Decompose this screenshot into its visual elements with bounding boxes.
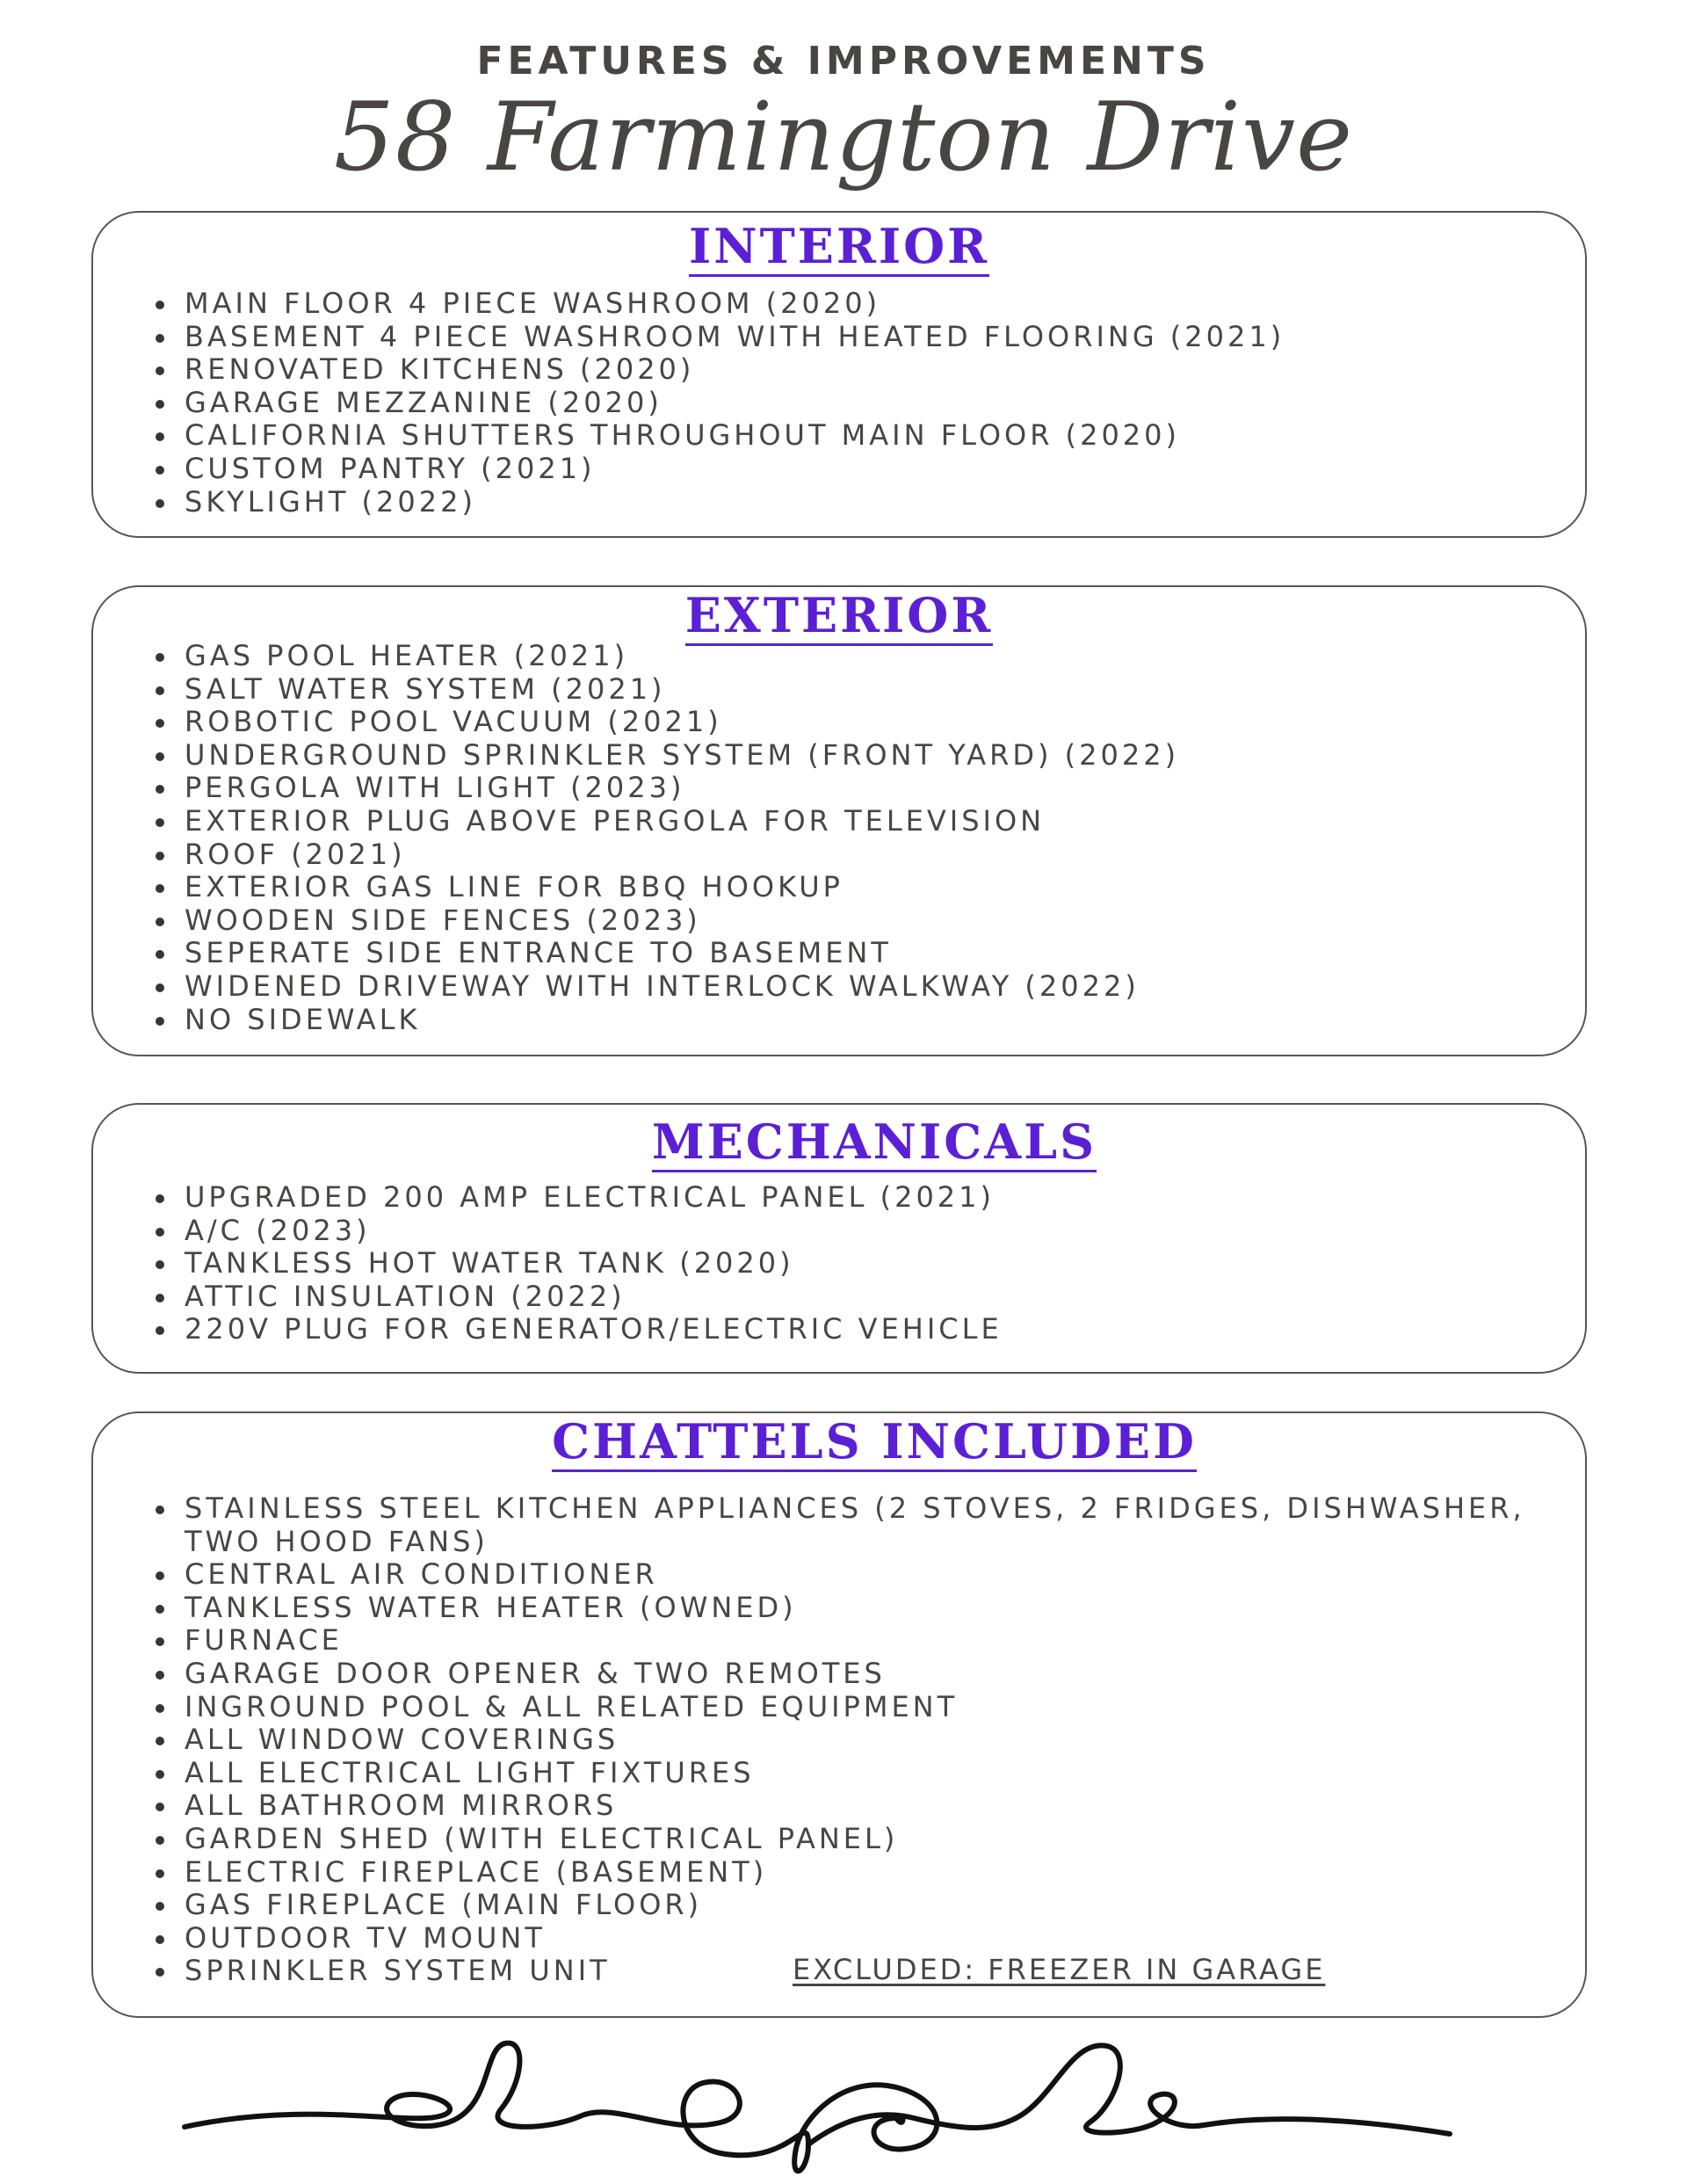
- excluded-note: EXCLUDED: FREEZER IN GARAGE: [793, 1953, 1326, 1986]
- list-item: SALT WATER SYSTEM (2021): [185, 673, 1179, 707]
- mechanicals-list: [146, 1181, 1003, 1346]
- list-item: ALL ELECTRICAL LIGHT FIXTURES: [185, 1757, 1525, 1790]
- list-item: ROBOTIC POOL VACUUM (2021): [185, 706, 1179, 739]
- list-item: ELECTRIC FIREPLACE (BASEMENT): [185, 1856, 1525, 1890]
- list-item: INGROUND POOL & ALL RELATED EQUIPMENT: [185, 1691, 1525, 1724]
- list-item: FURNACE: [185, 1624, 1525, 1658]
- list-item: SKYLIGHT (2022): [185, 486, 1285, 519]
- page-title: 58 Farmington Drive: [333, 83, 1353, 192]
- list-item: EXTERIOR PLUG ABOVE PERGOLA FOR TELEVISION: [185, 805, 1179, 838]
- list-item: CUSTOM PANTRY (2021): [185, 453, 1285, 486]
- list-item: BASEMENT 4 PIECE WASHROOM WITH HEATED FLOORING (2021): [185, 319, 1285, 353]
- chattels-list: [146, 1492, 1525, 1988]
- list-item: OUTDOOR TV MOUNT: [185, 1922, 1525, 1955]
- interior-list: [146, 287, 1285, 519]
- list-item: WOODEN SIDE FENCES (2023): [185, 904, 1179, 938]
- list-item: PERGOLA WITH LIGHT (2023): [185, 772, 1179, 805]
- scroll-flourish-divider: [176, 2021, 1459, 2184]
- chattels-section: [91, 1411, 1587, 2018]
- exterior-heading: EXTERIOR: [93, 587, 1585, 643]
- list-item: UPGRADED 200 AMP ELECTRICAL PANEL (2021): [185, 1181, 1003, 1215]
- list-item: ALL BATHROOM MIRRORS: [185, 1789, 1525, 1823]
- list-item: ATTIC INSULATION (2022): [185, 1281, 1003, 1314]
- list-item-continuation: TWO HOOD FANS): [185, 1524, 489, 1558]
- exterior-section: [91, 585, 1587, 1056]
- list-item: SPRINKLER SYSTEM UNIT: [185, 1955, 1525, 1988]
- list-item: CALIFORNIA SHUTTERS THROUGHOUT MAIN FLOOR (2020): [185, 419, 1285, 453]
- exterior-list: [146, 640, 1179, 1036]
- interior-section: [91, 211, 1587, 538]
- list-item: 220V PLUG FOR GENERATOR/ELECTRIC VEHICLE: [185, 1312, 1003, 1346]
- mechanicals-section: [91, 1103, 1587, 1374]
- list-item: ROOF (2021): [185, 838, 1179, 872]
- list-item: TANKLESS WATER HEATER (OWNED): [185, 1592, 1525, 1625]
- list-item: GARAGE DOOR OPENER & TWO REMOTES: [185, 1658, 1525, 1691]
- list-item: GARAGE MEZZANINE (2020): [185, 387, 1285, 420]
- header-kicker: FEATURES & IMPROVEMENTS: [476, 39, 1211, 83]
- mechanicals-heading: MECHANICALS: [163, 1114, 1585, 1170]
- list-item: RENOVATED KITCHENS (2020): [185, 353, 1285, 387]
- list-item: GARDEN SHED (WITH ELECTRICAL PANEL): [185, 1823, 1525, 1856]
- list-item: NO SIDEWALK: [185, 1004, 1179, 1037]
- list-item: SEPERATE SIDE ENTRANCE TO BASEMENT: [185, 937, 1179, 970]
- list-item: A/C (2023): [185, 1215, 1003, 1248]
- list-item: STAINLESS STEEL KITCHEN APPLIANCES (2 STOVES, 2 FRIDGES, DISHWASHER,: [185, 1491, 1525, 1525]
- list-item: TANKLESS HOT WATER TANK (2020): [185, 1247, 1003, 1281]
- list-item: CENTRAL AIR CONDITIONER: [185, 1558, 1525, 1592]
- interior-heading: INTERIOR: [93, 218, 1585, 274]
- list-item: ALL WINDOW COVERINGS: [185, 1723, 1525, 1757]
- list-item: EXTERIOR GAS LINE FOR BBQ HOOKUP: [185, 871, 1179, 904]
- list-item: UNDERGROUND SPRINKLER SYSTEM (FRONT YARD) (2022): [185, 737, 1180, 772]
- list-item: GAS FIREPLACE (MAIN FLOOR): [185, 1889, 1525, 1922]
- chattels-heading: CHATTELS INCLUDED: [163, 1413, 1585, 1469]
- list-item: GAS POOL HEATER (2021): [185, 640, 1179, 673]
- list-item: WIDENED DRIVEWAY WITH INTERLOCK WALKWAY (2022): [185, 970, 1179, 1004]
- list-item: MAIN FLOOR 4 PIECE WASHROOM (2020): [185, 287, 1285, 321]
